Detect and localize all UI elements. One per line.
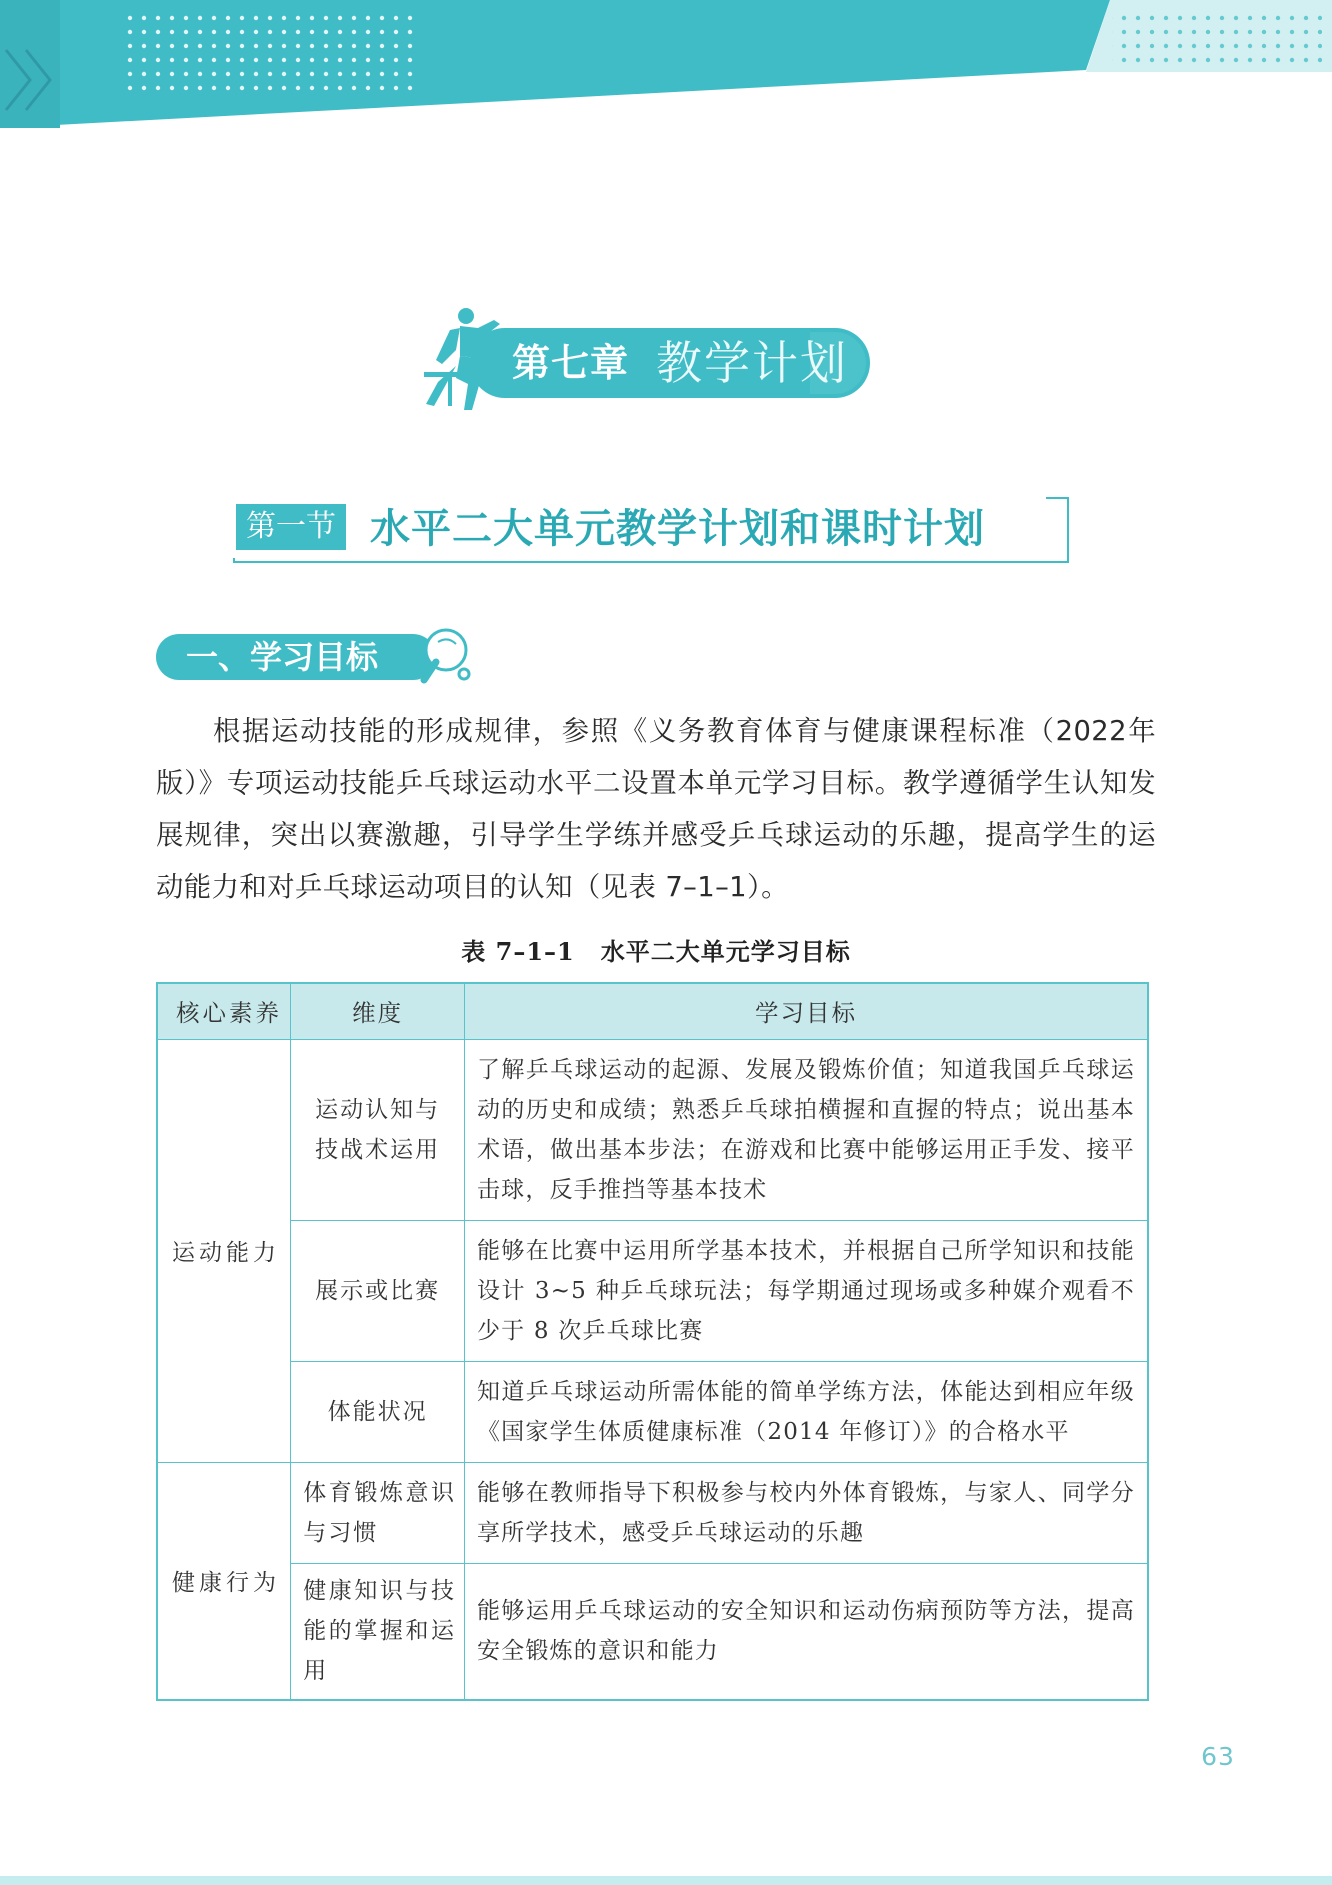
goal-cell: 能够在比赛中运用所学基本技术，并根据自己所学知识和技能设计 3~5 种乒乓球玩法；每学期通过现场或多种媒介观看不少于 8 次乒乓球比赛 (464, 1220, 1148, 1361)
category-cell: 运动能力 (157, 1039, 291, 1462)
subsection-heading (156, 628, 476, 686)
chapter-title: 教学计划 (656, 336, 848, 390)
goal-cell: 知道乒乓球运动所需体能的简单学练方法，体能达到相应年级《国家学生体质健康标准（2014 年修订）》的合格水平 (464, 1361, 1148, 1462)
category-cell: 健康行为 (157, 1462, 291, 1700)
ping-pong-paddle-icon (418, 628, 474, 686)
goal-cell: 能够运用乒乓球运动的安全知识和运动伤病预防等方法，提高安全锻炼的意识和能力 (464, 1563, 1148, 1700)
dimension-cell: 体能状况 (291, 1361, 465, 1462)
dimension-cell: 展示或比赛 (291, 1220, 465, 1361)
table-row (157, 1361, 1148, 1462)
top-banner (0, 0, 1332, 128)
table-tennis-player-icon (420, 306, 516, 414)
chapter-label: 第七章 (512, 341, 630, 385)
subsection-label: 一、学习目标 (186, 638, 379, 676)
table-header-row (157, 983, 1148, 1039)
table-row (157, 1462, 1148, 1563)
dimension-cell: 健康知识与技能的掌握和运用 (291, 1563, 465, 1700)
header-core-literacy: 核心素养 (157, 983, 291, 1039)
dimension-cell: 运动认知与技战术运用 (291, 1039, 465, 1220)
table-caption-title: 水平二大单元学习目标 (600, 937, 851, 966)
header-dimension: 维度 (291, 983, 465, 1039)
section-heading (232, 496, 1072, 564)
header-learning-goal: 学习目标 (464, 983, 1148, 1039)
learning-goals-table (156, 982, 1149, 1701)
bottom-border (0, 1876, 1332, 1885)
page-number: 63 (1201, 1742, 1235, 1771)
goal-cell: 了解乒乓球运动的起源、发展及锻炼价值；知道我国乒乓球运动的历史和成绩；熟悉乒乓球拍横握和直握的特点；说出基本术语，做出基本步法；在游戏和比赛中能够运用正手发、接平击球，反手推挡等基本技术 (464, 1039, 1148, 1220)
table-caption-number: 表 7–1–1 (461, 937, 575, 966)
goal-cell: 能够在教师指导下积极参与校内外体育锻炼，与家人、同学分享所学技术，感受乒乓球运动的乐趣 (464, 1462, 1148, 1563)
dimension-cell: 体育锻炼意识与习惯 (291, 1462, 465, 1563)
chapter-heading (420, 306, 890, 414)
table-caption (156, 932, 1156, 967)
intro-paragraph: 根据运动技能的形成规律，参照《义务教育体育与健康课程标准（2022年版）》专项运动技能乒乓球运动水平二设置本单元学习目标。教学遵循学生认知发展规律，突出以赛激趣，引导学生学练并感受乒乓球运动的乐趣，提高学生的运动能力和对乒乓球运动项目的认知（见表 7–1–1）。 (156, 716, 1156, 903)
table-row (157, 1220, 1148, 1361)
section-tag: 第一节 (236, 504, 346, 550)
table-row (157, 1563, 1148, 1700)
section-title: 水平二大单元教学计划和课时计划 (370, 506, 985, 552)
table-row (157, 1039, 1148, 1220)
